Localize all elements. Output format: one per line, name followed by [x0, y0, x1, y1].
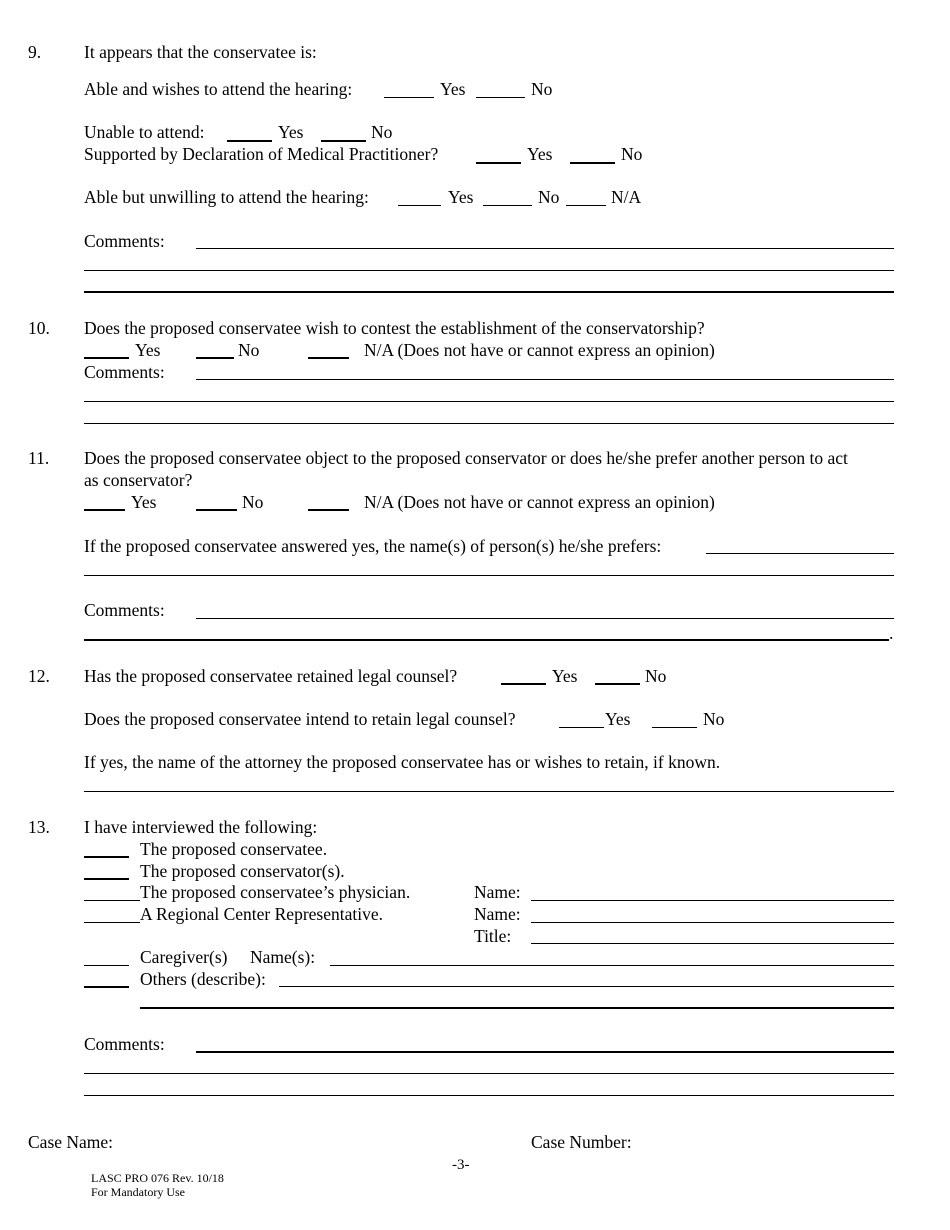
q12-retained-no-blank[interactable] — [595, 683, 640, 685]
q9-unwilling-na: N/A — [611, 187, 642, 207]
q9-comments-line-1[interactable] — [196, 248, 894, 249]
q13-regional-title-label: Title: — [474, 926, 512, 946]
q10-comments-line-3[interactable] — [84, 423, 894, 424]
q9-unwilling-no: No — [538, 187, 560, 207]
q12-attorney-line[interactable] — [84, 791, 894, 792]
q9-comments-line-3[interactable] — [84, 291, 894, 293]
q10-number: 10. — [28, 318, 50, 338]
q11-comments-line-2[interactable] — [84, 639, 889, 641]
q12-retained-yes-blank[interactable] — [501, 683, 546, 685]
q9-declaration-yes: Yes — [527, 144, 553, 164]
q11-number: 11. — [28, 448, 50, 468]
q13-comments-label: Comments: — [84, 1034, 165, 1054]
q9-declaration-no: No — [621, 144, 643, 164]
q10-comments-line-2[interactable] — [84, 401, 894, 402]
q13-comments-line-1[interactable] — [196, 1051, 894, 1053]
q12-attorney-label: If yes, the name of the attorney the proposed conservatee has or wishes to retain, if known. — [84, 752, 721, 772]
q11-na: N/A (Does not have or cannot express an opinion) — [364, 492, 715, 512]
q13-physician-name-label: Name: — [474, 882, 521, 902]
q12-retained-yes: Yes — [552, 666, 578, 686]
q11-end-period: . — [889, 623, 894, 643]
q13-regional-blank[interactable] — [84, 922, 140, 923]
q11-prefers-label: If the proposed conservatee answered yes, the name(s) of person(s) he/she prefers: — [84, 536, 662, 556]
q13-number: 13. — [28, 817, 50, 837]
q12-intend-no-blank[interactable] — [652, 727, 697, 728]
q13-others-line-2[interactable] — [140, 1007, 894, 1009]
q13-conservatee-blank[interactable] — [84, 856, 129, 858]
q12-retained-label: Has the proposed conservatee retained legal counsel? — [84, 666, 458, 686]
q13-conservators-blank[interactable] — [84, 878, 129, 880]
q9-unwilling-na-blank[interactable] — [566, 205, 606, 206]
q11-no: No — [242, 492, 264, 512]
q11-yes: Yes — [131, 492, 157, 512]
q9-declaration-label: Supported by Declaration of Medical Practitioner? — [84, 144, 439, 164]
q9-unwilling-no-blank[interactable] — [483, 205, 532, 206]
q9-able-yes-blank[interactable] — [384, 97, 434, 98]
q9-able-no-blank[interactable] — [476, 97, 525, 98]
q12-number: 12. — [28, 666, 50, 686]
q11-prompt-line-1: Does the proposed conservatee object to the proposed conservator or does he/she prefer another person to act — [84, 448, 848, 468]
q9-comments-label: Comments: — [84, 231, 165, 251]
q10-no-blank[interactable] — [196, 357, 234, 359]
q10-yes: Yes — [135, 340, 161, 360]
q13-comments-line-2[interactable] — [84, 1073, 894, 1074]
q10-yes-blank[interactable] — [84, 357, 129, 359]
q9-unwilling-yes: Yes — [448, 187, 474, 207]
q13-caregivers-names-label: Name(s): — [250, 947, 316, 967]
q10-na: N/A (Does not have or cannot express an opinion) — [364, 340, 715, 360]
q9-unable-no-blank[interactable] — [321, 140, 366, 142]
q9-able-no: No — [531, 79, 553, 99]
q9-declaration-no-blank[interactable] — [570, 162, 615, 164]
q11-comments-line-1[interactable] — [196, 618, 894, 619]
q13-others-line-1[interactable] — [279, 986, 894, 987]
q11-no-blank[interactable] — [196, 509, 237, 511]
q13-regional-name-line[interactable] — [531, 922, 894, 923]
q9-unable-yes-blank[interactable] — [227, 140, 272, 142]
q12-intend-yes: Yes — [605, 709, 631, 729]
q13-comments-line-3[interactable] — [84, 1095, 894, 1096]
form-id: LASC PRO 076 Rev. 10/18 — [91, 1171, 224, 1185]
q9-declaration-yes-blank[interactable] — [476, 162, 521, 164]
q9-prompt: It appears that the conservatee is: — [84, 42, 317, 62]
q13-prompt: I have interviewed the following: — [84, 817, 318, 837]
q13-regional: A Regional Center Representative. — [140, 904, 383, 924]
q10-comments-line-1[interactable] — [196, 379, 894, 380]
q11-yes-blank[interactable] — [84, 509, 125, 511]
q13-physician-name-line[interactable] — [531, 900, 894, 901]
q13-regional-title-line[interactable] — [531, 943, 894, 944]
q13-conservators: The proposed conservator(s). — [140, 861, 345, 881]
case-name-label: Case Name: — [28, 1132, 114, 1152]
q12-intend-yes-blank[interactable] — [559, 727, 604, 728]
q13-others-blank[interactable] — [84, 986, 129, 988]
q9-number: 9. — [28, 42, 42, 62]
q9-comments-line-2[interactable] — [84, 270, 894, 271]
q9-unable-yes: Yes — [278, 122, 304, 142]
q13-conservatee: The proposed conservatee. — [140, 839, 328, 859]
q13-caregivers-blank[interactable] — [84, 965, 129, 966]
q10-no: No — [238, 340, 260, 360]
q9-able-label: Able and wishes to attend the hearing: — [84, 79, 353, 99]
q12-intend-no: No — [703, 709, 725, 729]
q13-regional-name-label: Name: — [474, 904, 521, 924]
q12-retained-no: No — [645, 666, 667, 686]
page-number: -3- — [452, 1157, 470, 1173]
q10-comments-label: Comments: — [84, 362, 165, 382]
q9-unable-label: Unable to attend: — [84, 122, 205, 142]
q9-unwilling-yes-blank[interactable] — [398, 205, 441, 206]
q11-prefers-line-2[interactable] — [84, 575, 894, 576]
mandatory-use: For Mandatory Use — [91, 1185, 185, 1199]
q11-comments-label: Comments: — [84, 600, 165, 620]
q13-others: Others (describe): — [140, 969, 266, 989]
q9-able-yes: Yes — [440, 79, 466, 99]
q13-physician-blank[interactable] — [84, 900, 140, 901]
q9-unwilling-label: Able but unwilling to attend the hearing: — [84, 187, 369, 207]
q13-caregivers: Caregiver(s) — [140, 947, 228, 967]
q10-prompt: Does the proposed conservatee wish to contest the establishment of the conservatorship? — [84, 318, 705, 338]
q13-physician: The proposed conservatee’s physician. — [140, 882, 411, 902]
q11-prefers-line-1[interactable] — [706, 553, 894, 554]
q11-na-blank[interactable] — [308, 509, 349, 511]
q10-na-blank[interactable] — [308, 357, 349, 359]
q13-caregivers-names-line[interactable] — [330, 965, 894, 966]
q12-intend-label: Does the proposed conservatee intend to retain legal counsel? — [84, 709, 516, 729]
case-number-label: Case Number: — [531, 1132, 632, 1152]
q9-unable-no: No — [371, 122, 393, 142]
q11-prompt-line-2: as conservator? — [84, 470, 193, 490]
